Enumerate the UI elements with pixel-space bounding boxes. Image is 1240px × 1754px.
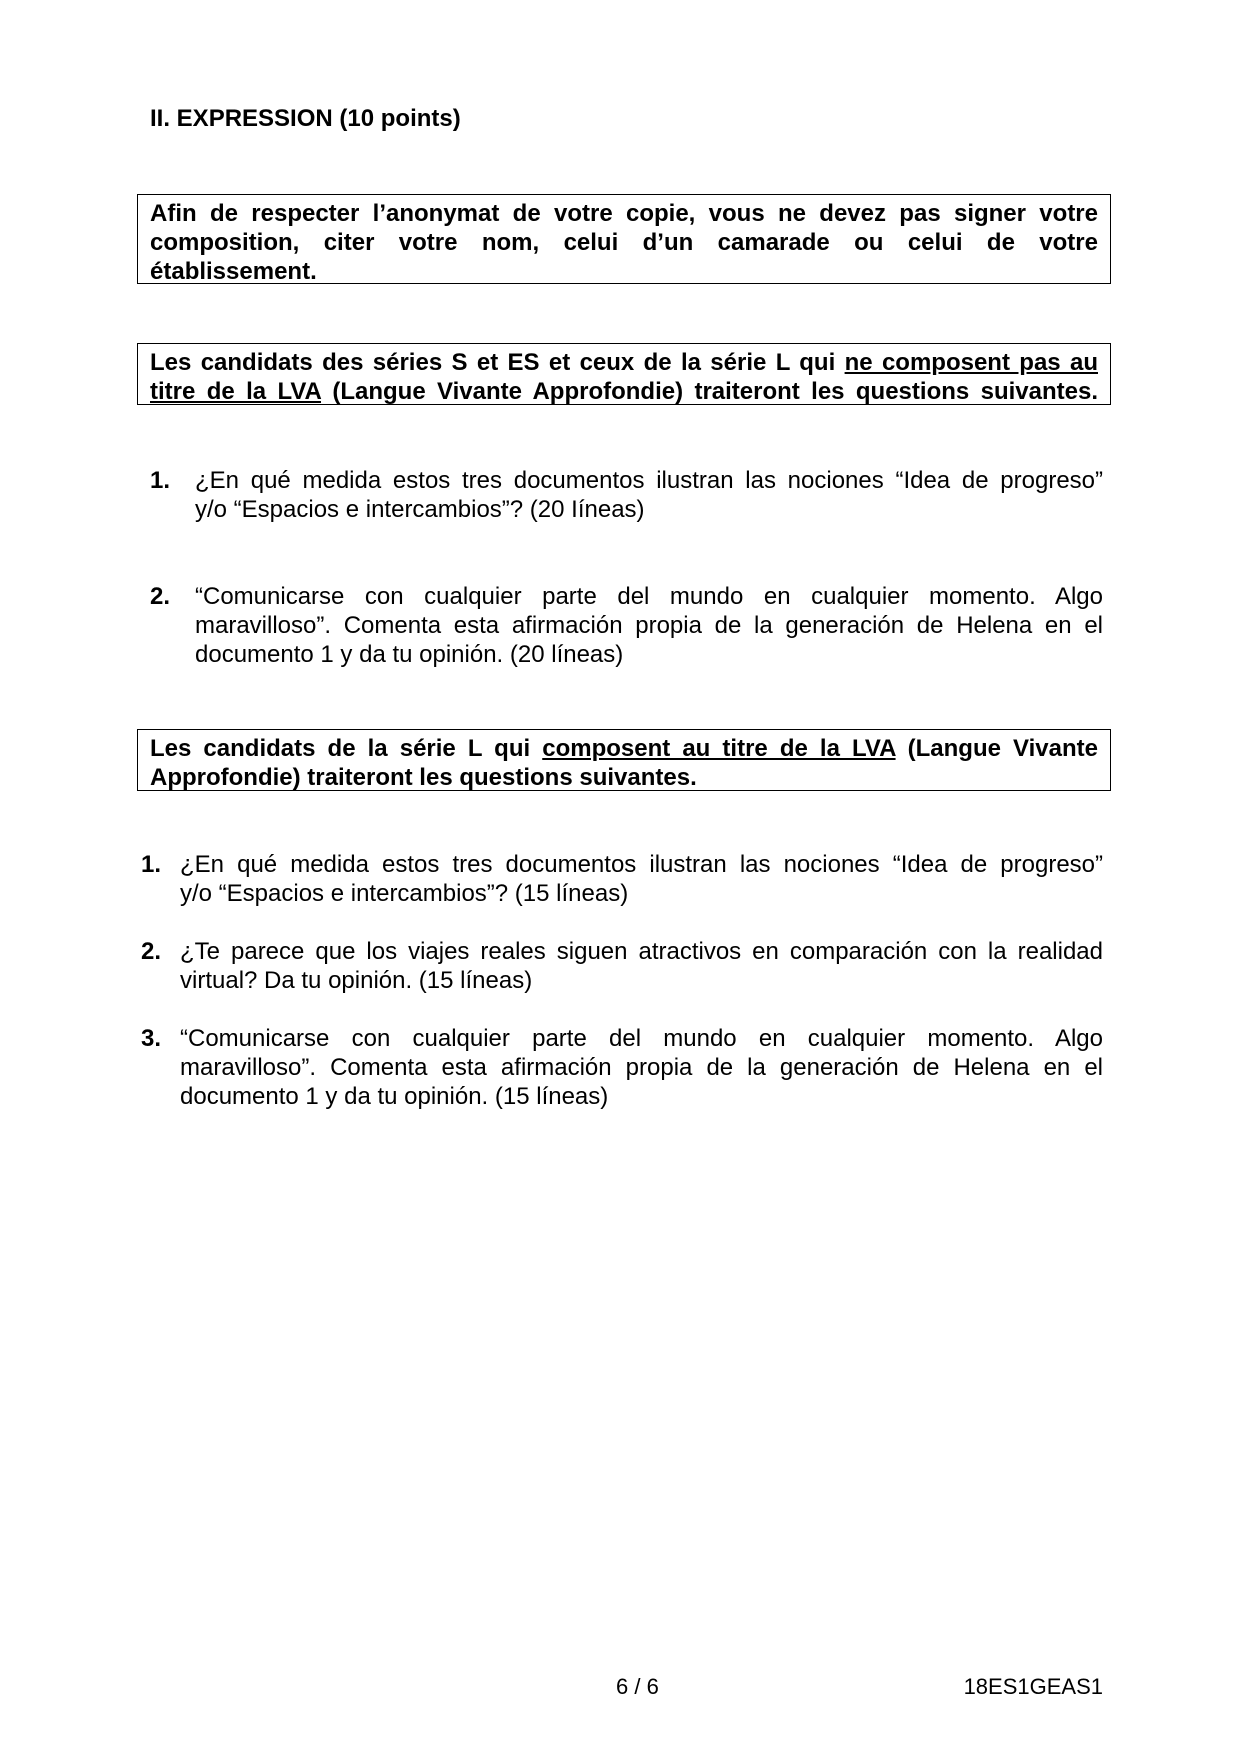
question-item (141, 850, 1103, 908)
lva-notice-text: (Langue Vivante (895, 735, 1098, 762)
non-lva-notice-box (137, 343, 1111, 405)
question-number: 1. (150, 467, 171, 494)
non-lva-notice-underlined: ne composent pas au (844, 349, 1098, 376)
question-line: y/o “Espacios e intercambios”? (15 líneas) (180, 880, 629, 907)
lva-notice-box (137, 729, 1111, 791)
anonymity-notice-line: composition, citer votre nom, celui d’un camarade ou celui de votre (150, 229, 1098, 256)
non-lva-notice-underlined: titre de la LVA (150, 378, 321, 405)
question-line: maravilloso”. Comenta esta afirmación propia de la generación de Helena en el (195, 612, 1103, 639)
anonymity-notice-line: Afin de respecter l’anonymat de votre copie, vous ne devez pas signer votre (150, 200, 1098, 227)
question-item (141, 937, 1103, 995)
question-line: y/o “Espacios e intercambios”? (20 Iíneas) (195, 496, 645, 523)
section-title: II. EXPRESSION (10 points) (150, 105, 461, 132)
question-line: maravilloso”. Comenta esta afirmación propia de la generación de Helena en el (180, 1054, 1103, 1081)
document-code: 18ES1GEAS1 (963, 1674, 1103, 1699)
question-number: 3. (141, 1025, 162, 1052)
question-line: ¿Te parece que los viajes reales siguen atractivos en comparación con la realidad (180, 938, 1103, 965)
question-number: 2. (150, 583, 171, 610)
question-item (141, 1024, 1103, 1111)
question-line: “Comunicarse con cualquier parte del mundo en cualquier momento. Algo (195, 583, 1103, 610)
question-line: ¿En qué medida estos tres documentos ilustran las nociones “Idea de progreso” (195, 467, 1103, 494)
question-line: documento 1 y da tu opinión. (20 líneas) (195, 641, 624, 668)
lva-notice-underlined: composent au titre de la LVA (542, 735, 896, 762)
anonymity-notice-box (137, 194, 1111, 284)
lva-notice-text: Approfondie) traiteront les questions suivantes. (150, 764, 697, 791)
question-item (150, 582, 1103, 669)
question-line: virtual? Da tu opinión. (15 líneas) (180, 967, 533, 994)
anonymity-notice-line: établissement. (150, 258, 317, 285)
lva-notice-text: Les candidats de la série L qui (150, 735, 543, 762)
non-lva-notice-text: Les candidats des séries S et ES et ceux de la série L qui (150, 349, 845, 376)
question-line: documento 1 y da tu opinión. (15 líneas) (180, 1083, 609, 1110)
question-item (150, 466, 1103, 524)
question-number: 2. (141, 938, 162, 965)
page-number: 6 / 6 (616, 1674, 659, 1699)
question-line: “Comunicarse con cualquier parte del mundo en cualquier momento. Algo (180, 1025, 1103, 1052)
non-lva-notice-text: (Langue Vivante Approfondie) traiteront les questions suivantes. (321, 378, 1098, 405)
question-line: ¿En qué medida estos tres documentos ilustran las nociones “Idea de progreso” (180, 851, 1103, 878)
question-number: 1. (141, 851, 162, 878)
